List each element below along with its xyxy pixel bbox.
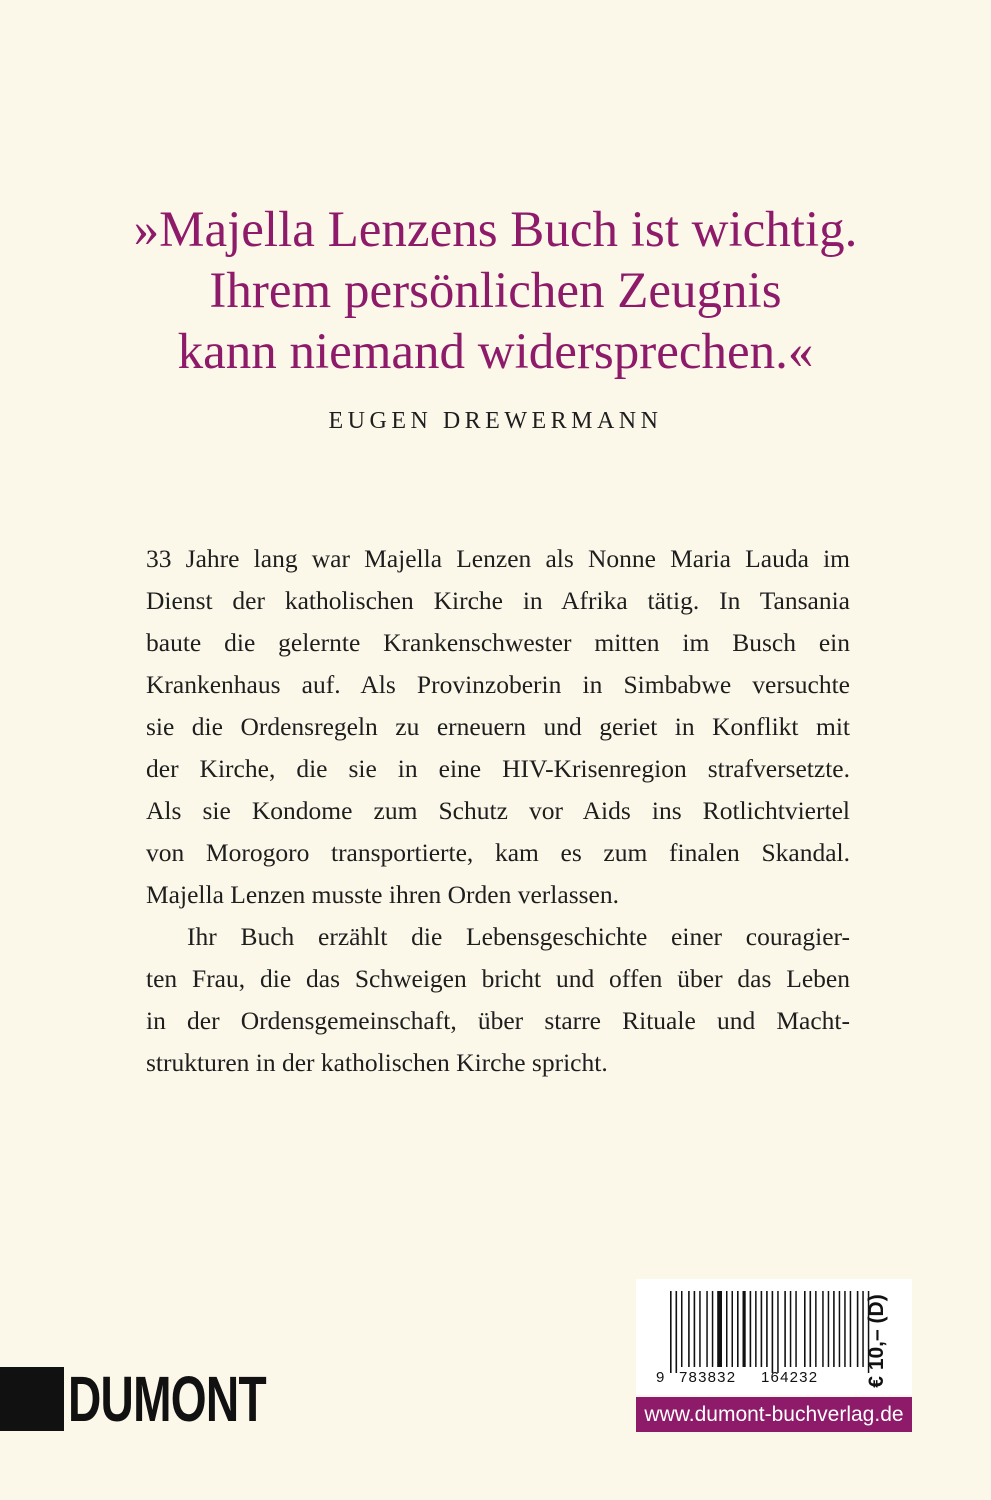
description-line: 33 Jahre lang war Majella Lenzen als Nonne Maria Lauda im (146, 544, 850, 573)
blurb-quote (0, 200, 991, 383)
quote-line-2: Ihrem persönlichen Zeugnis (209, 263, 782, 319)
barcode-bar (755, 1291, 757, 1367)
description-line: sie die Ordensregeln zu erneuern und geriet in Konflikt mit (146, 712, 850, 741)
barcode-bar (772, 1291, 774, 1373)
barcode-bar (737, 1291, 739, 1367)
barcode-bar (670, 1291, 672, 1373)
barcode-bar (699, 1291, 701, 1367)
quote-author: EUGEN DREWERMANN (328, 408, 663, 434)
barcode-bar (810, 1291, 812, 1367)
barcode-bar (777, 1291, 779, 1373)
logo-wordmark: DUMONT (68, 1363, 266, 1435)
barcode-bar (688, 1291, 690, 1367)
isbn-first-digit: 9 (656, 1369, 666, 1386)
barcode-bar (717, 1291, 722, 1367)
barcode-bar (681, 1291, 683, 1367)
barcode-bar (750, 1291, 752, 1367)
barcode-bar (828, 1291, 830, 1367)
description-line: ten Frau, die das Schweigen bricht und offen über das Leben (146, 964, 850, 993)
description-line: Majella Lenzen musste ihren Orden verlassen. (146, 880, 619, 909)
price-label (862, 1296, 892, 1386)
price-text: € 10,– (D) (865, 1294, 888, 1388)
barcode-bar (844, 1291, 846, 1367)
description-line: Dienst der katholischen Kirche in Afrika tätig. In Tansania (146, 586, 850, 615)
book-description (146, 538, 850, 1084)
quote-line-3: kann niemand widersprechen.« (177, 324, 814, 380)
description-line: der Kirche, die sie in eine HIV-Krisenregion strafversetzte. (146, 754, 850, 783)
isbn-group-1: 783832 (679, 1369, 737, 1386)
description-line: von Morogoro transportierte, kam es zum finalen Skandal. (146, 838, 850, 867)
barcode-bar (694, 1291, 696, 1367)
barcode-bar (795, 1291, 797, 1367)
barcode-bar (743, 1291, 746, 1367)
publisher-url: www.dumont-buchverlag.de (636, 1397, 912, 1432)
barcode-bar (676, 1291, 678, 1373)
description-line: baute die gelernte Krankenschwester mitten im Busch ein (146, 628, 850, 657)
barcode-bar (857, 1291, 859, 1367)
barcode-bar (815, 1291, 817, 1367)
description-line: Krankenhaus auf. Als Provinzoberin in Simbabwe versuchte (146, 670, 850, 699)
barcode-bar (761, 1291, 763, 1367)
barcode-bar (790, 1291, 792, 1367)
isbn-group-2: 164232 (761, 1369, 819, 1386)
barcode-bar (833, 1291, 835, 1367)
barcode-bar (766, 1291, 768, 1367)
barcode-bar (850, 1291, 852, 1367)
barcode-bar (732, 1291, 734, 1367)
description-line: Ihr Buch erzählt die Lebensgeschichte einer couragier- (187, 922, 850, 951)
barcode-bar (726, 1291, 728, 1367)
barcode-bar (784, 1291, 786, 1367)
description-line: strukturen in der katholischen Kirche spricht. (146, 1048, 608, 1077)
barcode-bar (712, 1291, 714, 1367)
barcode-bar (706, 1291, 708, 1367)
description-line: in der Ordensgemeinschaft, über starre Rituale und Macht- (146, 1006, 850, 1035)
logo-block (0, 1367, 64, 1431)
barcode-bar (804, 1291, 806, 1367)
description-line: Als sie Kondome zum Schutz vor Aids ins Rotlichtviertel (146, 796, 850, 825)
barcode-bar (839, 1291, 841, 1367)
barcode-bar (822, 1291, 824, 1367)
quote-line-1: »Majella Lenzens Buch ist wichtig. (133, 202, 858, 258)
